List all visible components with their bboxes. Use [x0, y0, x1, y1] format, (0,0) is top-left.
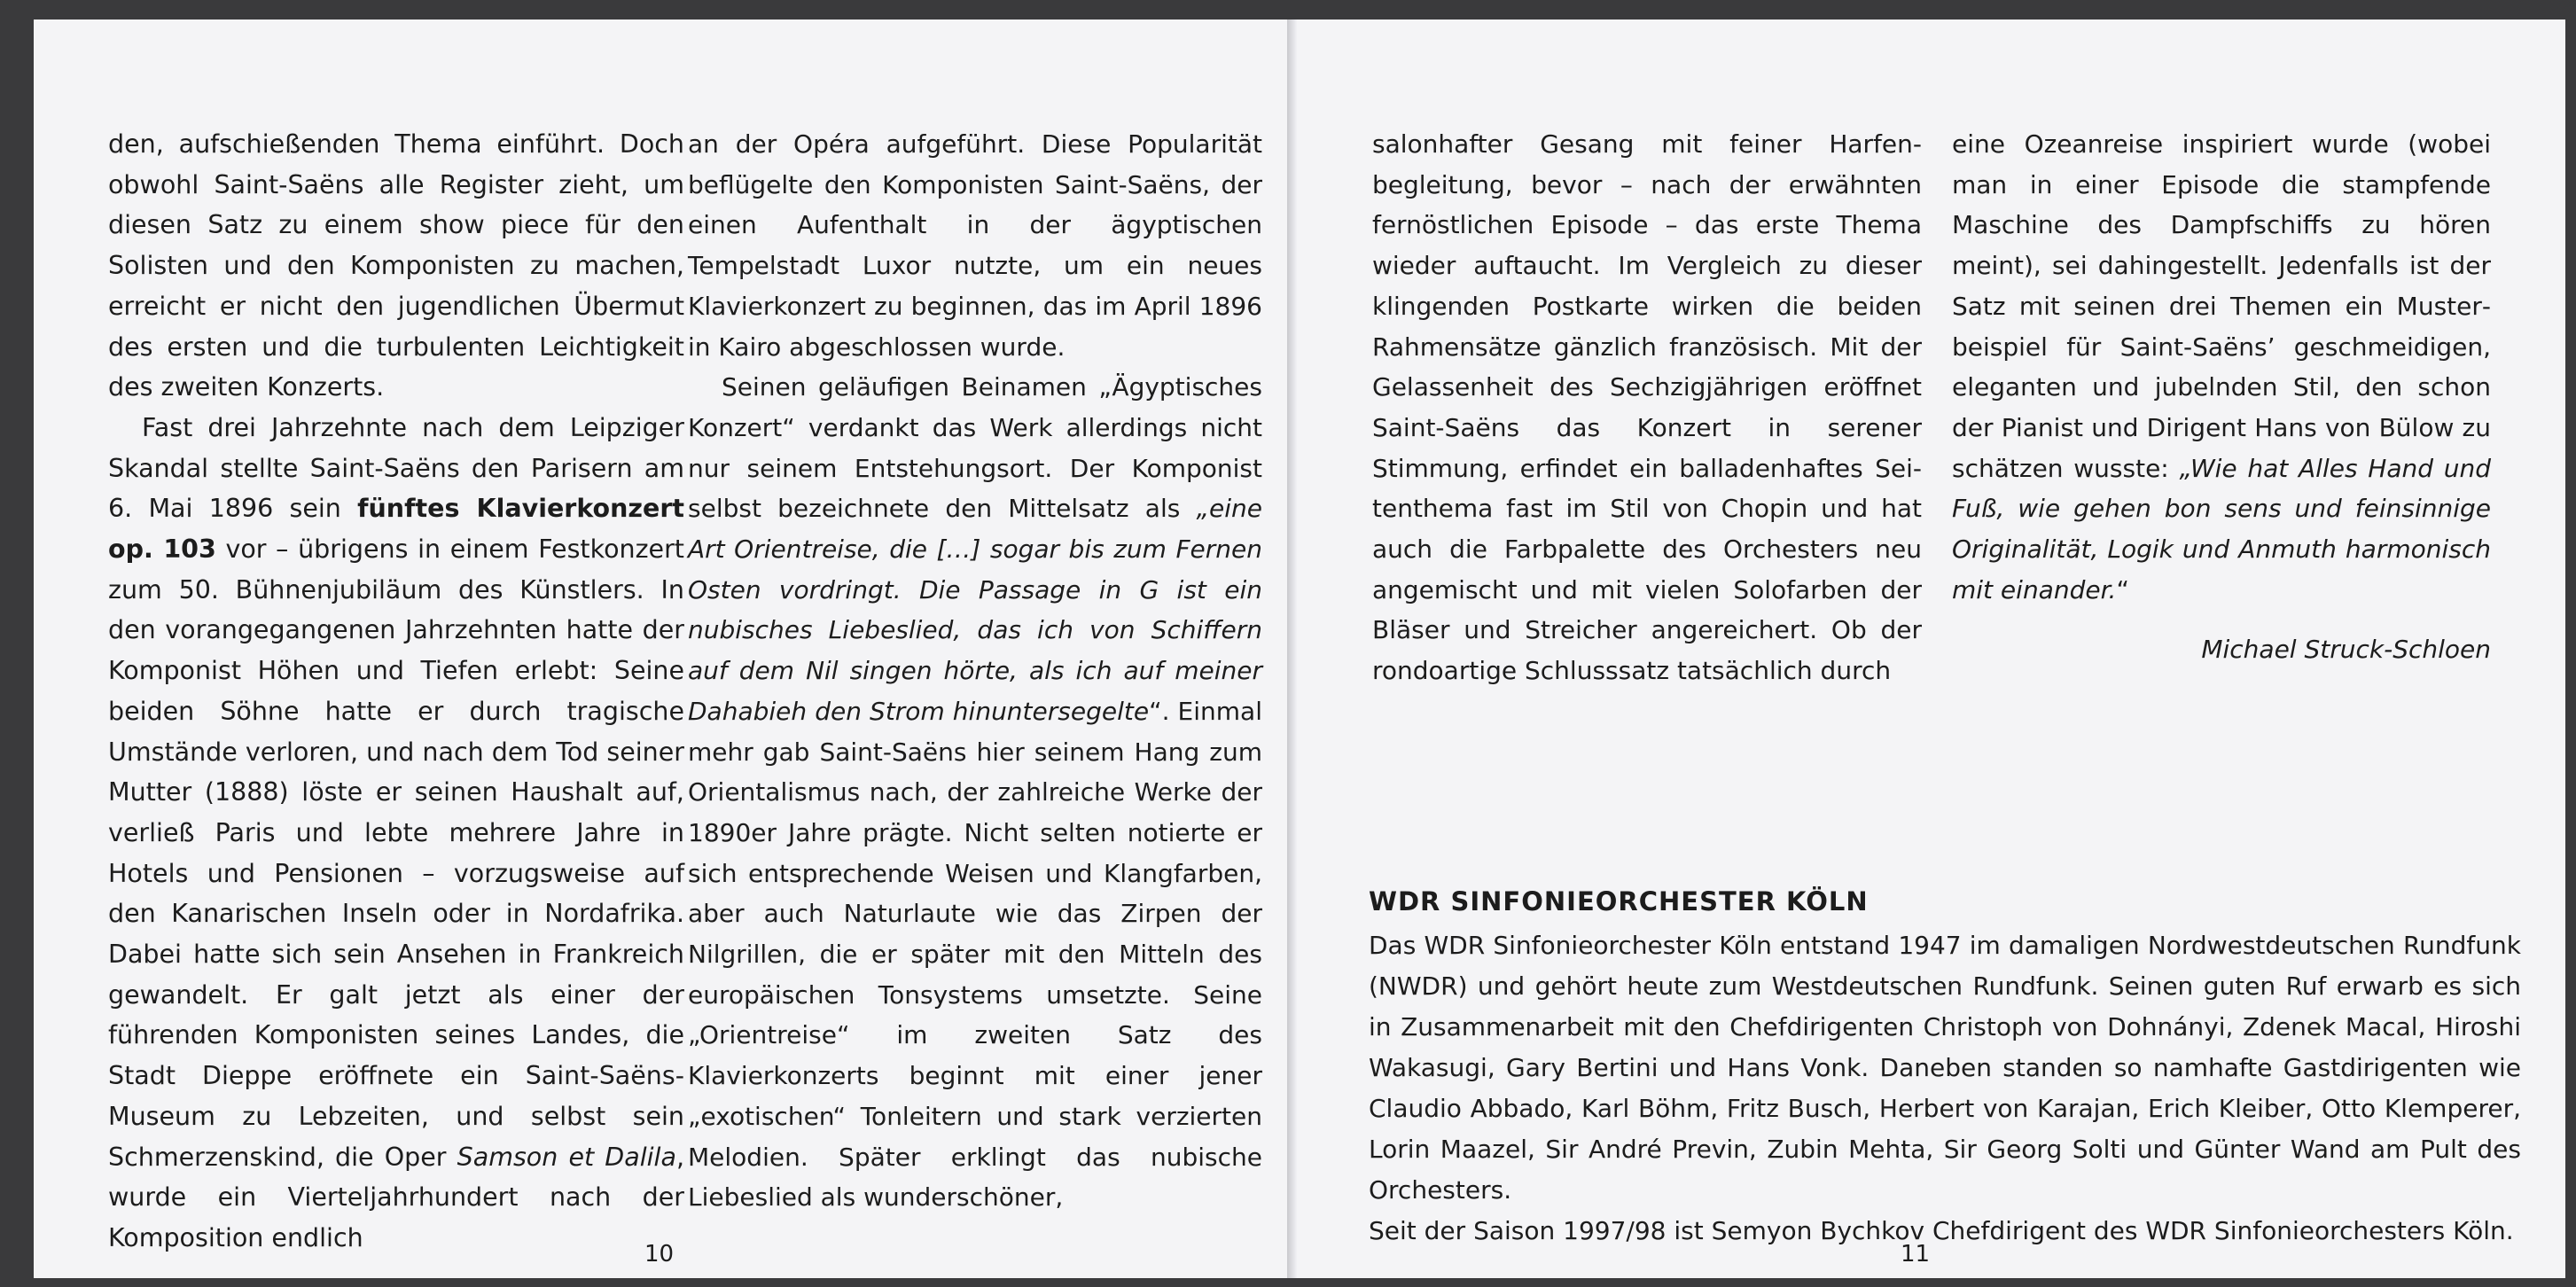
page-number: 11 — [1901, 1241, 1931, 1268]
text-run: Fast drei Jahrzehnte nach dem Leipziger Skandal stellte Saint-Saëns den Parisern am 6. Mai 1896 sein — [108, 412, 684, 524]
section-heading: WDR SINFONIEORCHESTER KÖLN — [1369, 886, 1869, 916]
orchestra-section — [1369, 881, 2521, 1252]
work-title-bold: fünftes Klavierkonzert op. 103 — [108, 494, 684, 565]
text-run: Seinen geläufigen Beinamen „Ägyptisches Konzert“ verdankt das Werk allerdings nicht nur seinem Entstehungsort. Der Komponist selbst bezeichnete den Mittelsatz als — [688, 372, 1262, 524]
page-number: 10 — [644, 1241, 675, 1268]
opera-title-italic: Samson et Dalila — [457, 1142, 676, 1172]
left-column-1 — [108, 124, 684, 1259]
text-run: , wurde ein Vierteljahrhundert nach der Komposition endlich — [108, 1142, 685, 1252]
paragraph-1: den, aufschießenden Thema einführt. Doch obwohl Saint-Saëns alle Register zieht, um diesen Satz zu einem show piece für den Solisten und den Komponisten zu machen, erreicht er nicht den jugendlichen Übermut des ersten und die turbulenten Leichtigkeit des zweiten Konzerts. — [108, 129, 684, 402]
left-column-2 — [688, 124, 1262, 1218]
paragraph-1: salonhafter Gesang mit feiner Harfenbegleitung, bevor – nach der erwähnten fernöstlichen Episode – das erste Thema wieder auftaucht. Im Vergleich zu dieser klingenden Postkarte wirken die beiden Rahmensätze gänzlich französisch. Mit der Gelassenheit des Sechzigjährigen eröffnet Saint-Saëns das Konzert in serener Stimmung, erfindet ein balladenhaftes Seitenthema fast im Stil von Chopin und hat auch die Farbpalette des Orchesters neu angemischt und mit vielen Solofarben der Bläser und Streicher angereichert. Ob der rondoartige Schlusssatz tatsächlich durch — [1372, 129, 1922, 686]
text-run: “. Einmal mehr gab Saint-Saëns hier seinem Hang zum Orientalismus nach, der zahlreiche Werke der 1890er Jahre prägte. Nicht selten notierte er sich entsprechende Weisen und Klangfarben, aber auch Naturlaute wie das Zirpen der Nilgrillen, die er später mit den Mitteln des europäischen Tonsystems umsetzte. Seine „Orientreise“ im zweiten Satz des Klavierkonzerts beginnt mit einer jener „exotischen“ Tonleitern und stark verzierten Melodien. Später erklingt das nubische Liebeslied als wunderschöner, — [688, 696, 1262, 1213]
author-signature: Michael Struck-Schloen — [2201, 635, 2491, 665]
text-run: “ — [2116, 574, 2129, 604]
section-body — [1369, 925, 2521, 1252]
paragraph-2 — [108, 408, 684, 1259]
paragraph-1: an der Opéra aufgeführt. Diese Popularität beflügelte den Komponisten Saint-Saëns, der einen Aufenthalt in der ägyptischen Tempelstadt Luxor nutzte, um ein neues Klavierkonzert zu beginnen, das im April 1896 in Kairo abgeschlossen wurde. — [688, 129, 1262, 362]
quote-italic: „Wie hat Alles Hand und Fuß, wie gehen bon sens und feinsinnige Originalität, Logik und Anmuth harmonisch mit einander. — [1952, 453, 2492, 604]
text-run: vor – übrigens in einem Festkonzert zum 50. Bühnenjubiläum des Künstlers. In den vorangegangenen Jahrzehnten hatte der Komponist Höhen und Tiefen erlebt: Seine beiden Söhne hatte er durch tragische Umstände verloren, und nach dem Tod seiner Mutter (1888) löste er seinen Haushalt auf, verließ Paris und lebte mehrere Jahre in Hotels und Pensionen – vorzugsweise auf den Kanarischen Inseln oder in Nordafrika. Dabei hatte sich sein Ansehen in Frankreich gewandelt. Er galt jetzt als einer der führenden Komponisten seines Landes, die Stadt Dieppe eröffnete ein Saint-Saëns-Museum zu Lebzeiten, und selbst sein Schmerzenskind, die Oper — [108, 534, 684, 1172]
paragraph-2: Seit der Saison 1997/98 ist Semyon Bychkov Chefdirigent des WDR Sinfonieorchesters Köln. — [1369, 1216, 2514, 1245]
paragraph-1: Das WDR Sinfonieorchester Köln entstand 1947 im damaligen Nordwestdeutschen Rundfunk (NWDR) und gehört heute zum Westdeutschen Rundfunk. Seinen guten Ruf erwarb es sich in Zusammenarbeit mit den Chefdirigenten Christoph von Dohnányi, Zdenek Macal, Hiroshi Wakasugi, Gary Bertini und Hans Vonk. Daneben standen so namhafte Gastdirigenten wie Claudio Abbado, Karl Böhm, Fritz Busch, Herbert von Karajan, Erich Kleiber, Otto Klemperer, Lorin Maazel, Sir André Previn, Zubin Mehta, Sir Georg Solti und Günter Wand am Pult des Orchesters. — [1369, 931, 2521, 1205]
right-column-2 — [1952, 124, 2491, 670]
right-column-1 — [1372, 124, 1922, 691]
quote-italic: „eine Art Orientreise, die […] sogar bis zum Fernen Osten vordringt. Die Passage in G ist ein nubisches Liebeslied, das ich von Schiffern auf dem Nil singen hörte, als ich auf meiner Dahabieh den Strom hinuntersegelte — [688, 494, 1262, 726]
paragraph-1 — [1952, 124, 2491, 610]
text-run: eine Ozeanreise inspiriert wurde (wobei man in einer Episode die stampfende Maschine des Dampfschiffs zu hören meint), sei dahingestellt. Jedenfalls ist der Satz mit seinen drei Themen ein Musterbeispiel für Saint-Saëns’ geschmeidigen, eleganten und jubelnden Stil, den schon der Pianist und Dirigent Hans von Bülow zu schätzen wusste: — [1952, 129, 2491, 483]
right-page — [1298, 20, 2565, 1278]
paragraph-2 — [688, 367, 1262, 1218]
left-page — [34, 20, 1292, 1278]
